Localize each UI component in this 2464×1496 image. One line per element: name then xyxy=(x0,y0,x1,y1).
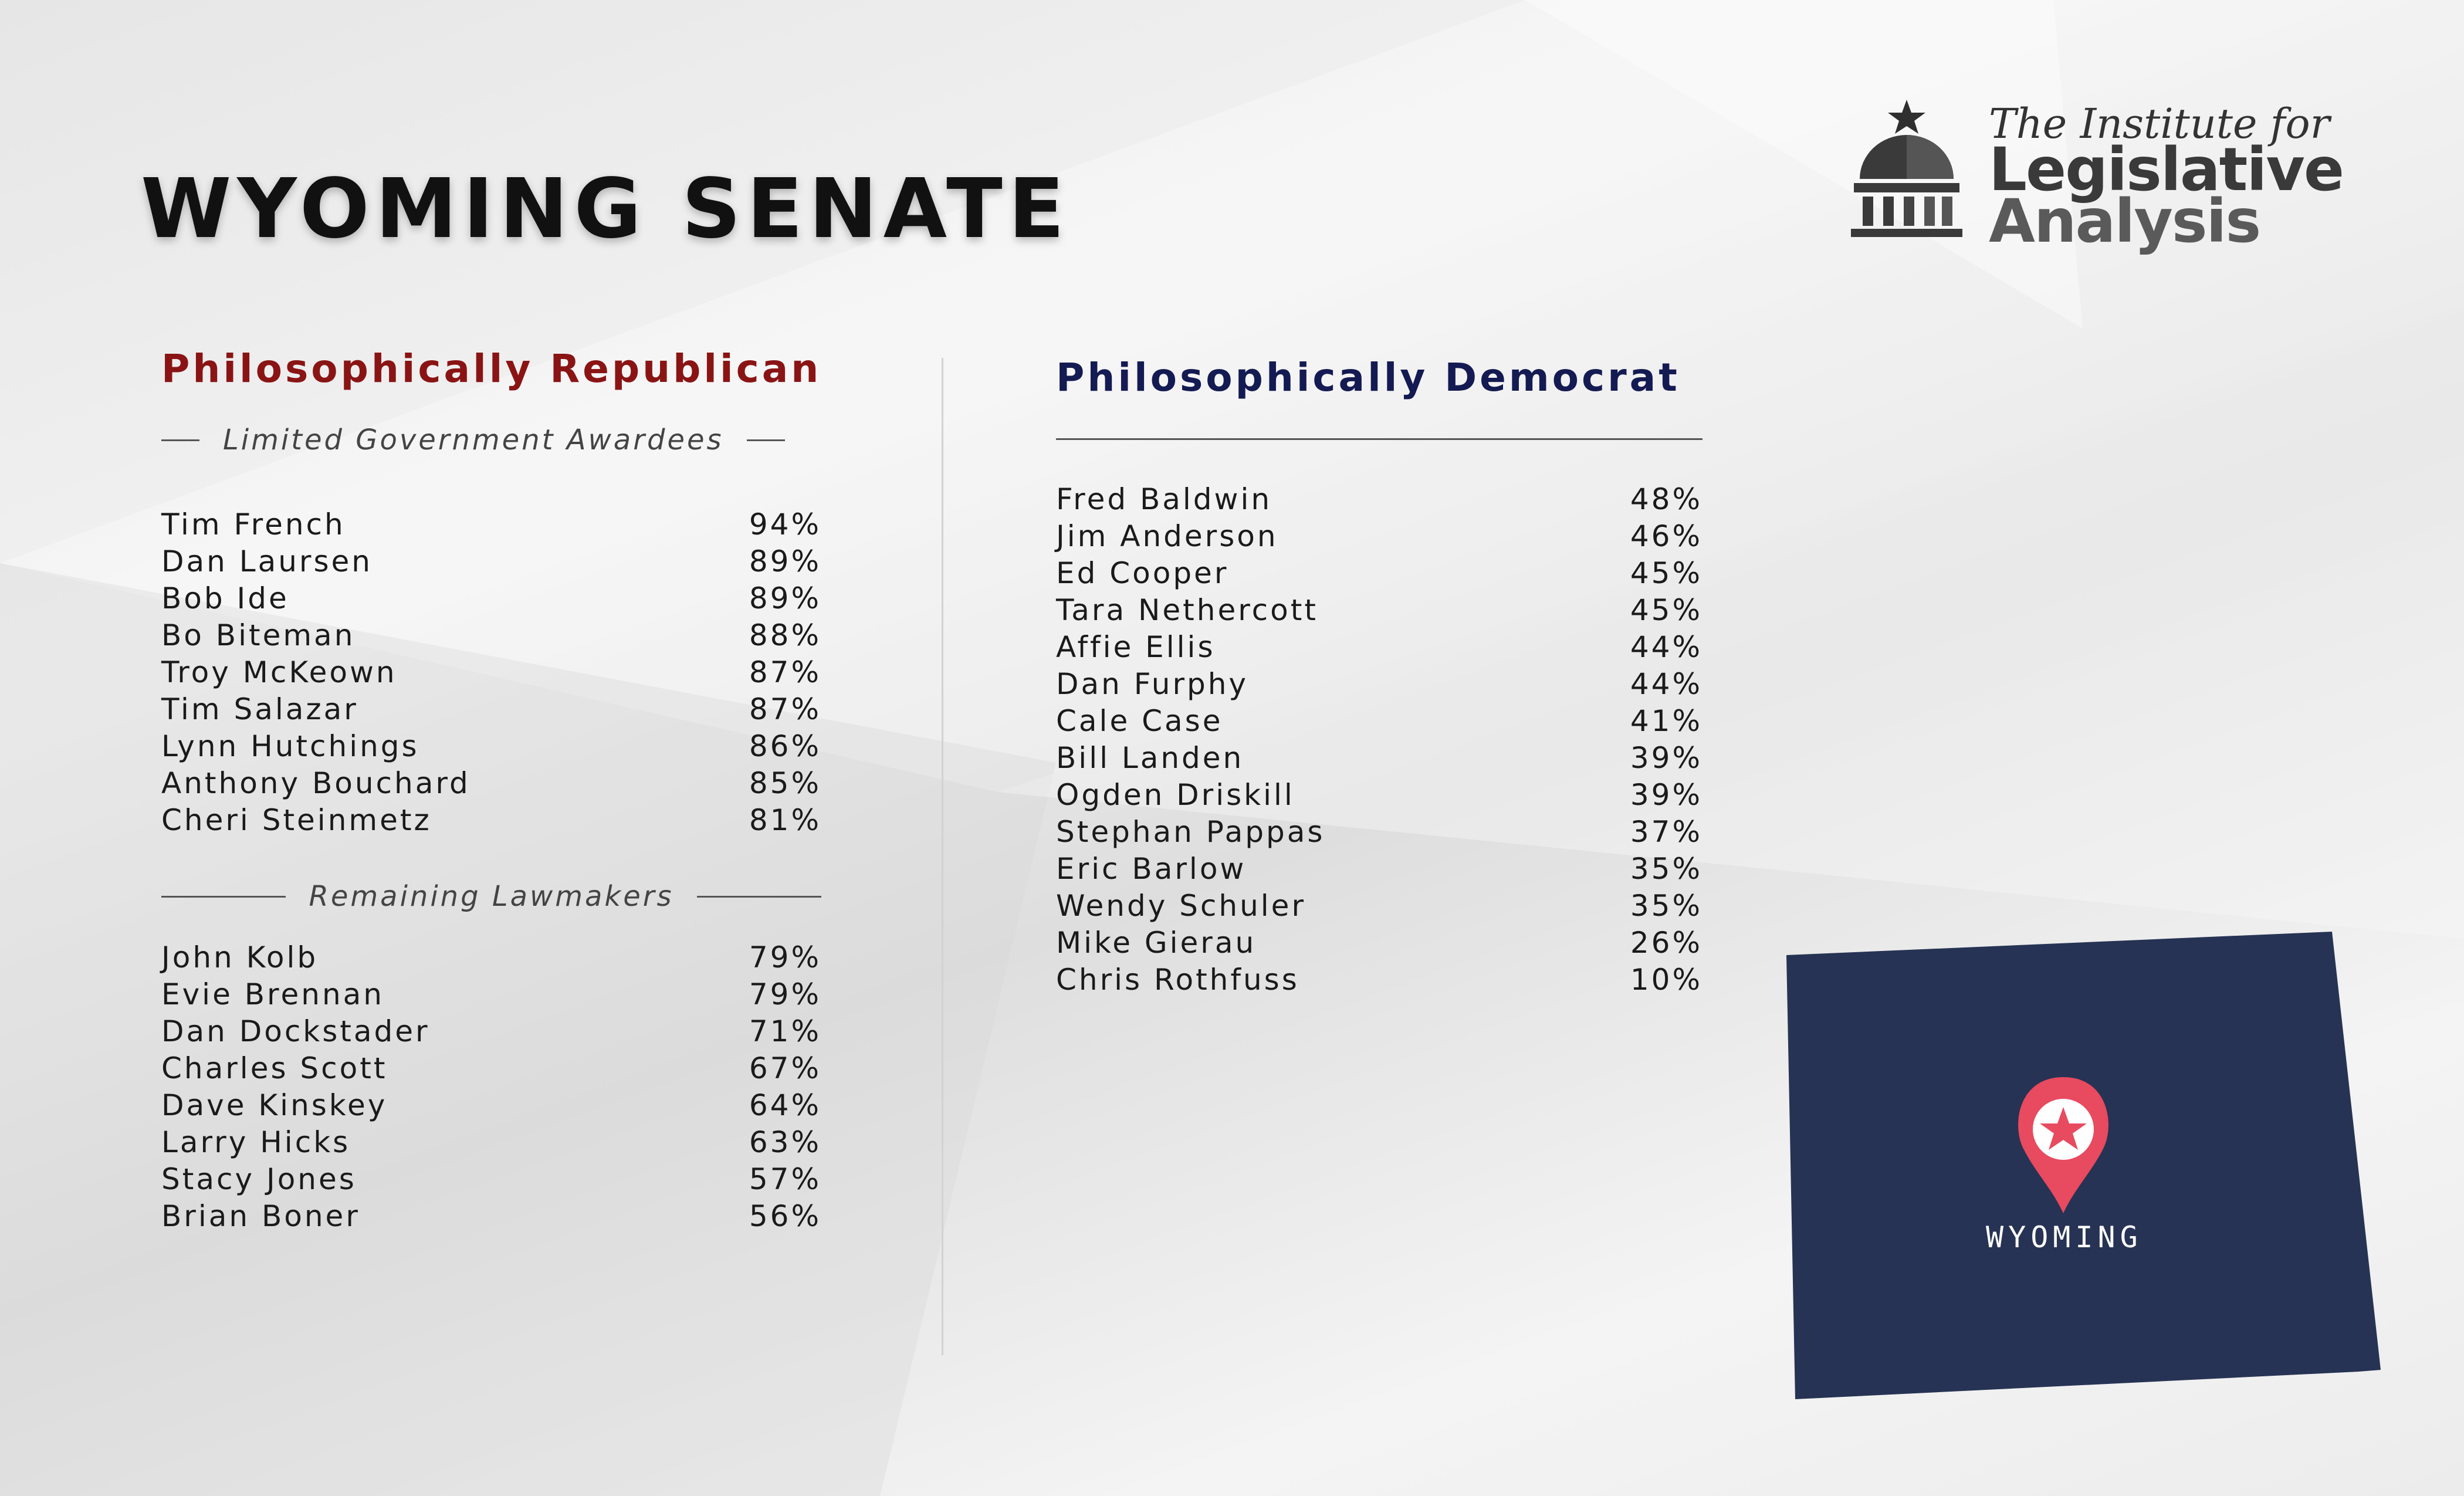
lawmaker-name: Dave Kinskey xyxy=(161,1088,388,1122)
lawmaker-name: Jim Anderson xyxy=(1056,519,1278,553)
lawmaker-score: 45% xyxy=(1630,593,1703,627)
lawmaker-score: 26% xyxy=(1630,926,1703,960)
lawmaker-name: John Kolb xyxy=(161,940,319,974)
lawmaker-name: Dan Furphy xyxy=(1056,667,1249,701)
subheading-rule-left xyxy=(161,896,286,898)
list-item xyxy=(161,728,821,765)
lawmaker-name: Dan Dockstader xyxy=(161,1014,430,1048)
list-item xyxy=(1056,962,1703,999)
lawmaker-score: 79% xyxy=(749,940,821,974)
lawmaker-score: 85% xyxy=(749,766,821,800)
lawmaker-score: 87% xyxy=(749,692,821,726)
lawmaker-name: Troy McKeown xyxy=(161,655,397,689)
lawmaker-name: Chris Rothfuss xyxy=(1056,963,1299,997)
lawmaker-score: 94% xyxy=(749,507,821,541)
lawmaker-name: Affie Ellis xyxy=(1056,630,1216,664)
lawmaker-name: Ed Cooper xyxy=(1056,556,1229,590)
list-item xyxy=(161,976,821,1013)
republican-heading: Philosophically Republican xyxy=(161,346,822,391)
democrat-heading: Philosophically Democrat xyxy=(1056,355,1680,400)
democrat-column xyxy=(1056,355,1703,999)
lawmaker-score: 67% xyxy=(749,1051,821,1085)
list-item xyxy=(1056,888,1703,925)
lawmaker-name: Mike Gierau xyxy=(1056,926,1257,960)
subheading-rule-right xyxy=(747,439,785,441)
list-item xyxy=(161,1124,821,1161)
lawmaker-score: 35% xyxy=(1630,852,1703,886)
institute-logo xyxy=(1848,100,2376,256)
lawmaker-name: Bill Landen xyxy=(1056,741,1244,775)
lawmaker-score: 37% xyxy=(1630,815,1703,849)
list-item xyxy=(161,765,821,802)
lawmaker-score: 46% xyxy=(1630,519,1703,553)
wyoming-state-map xyxy=(1783,927,2394,1408)
state-label: WYOMING xyxy=(1986,1220,2143,1254)
lawmaker-name: Anthony Bouchard xyxy=(161,766,471,800)
lawmaker-name: Dan Laursen xyxy=(161,544,373,578)
lawmaker-name: Tim Salazar xyxy=(161,692,358,726)
lawmaker-name: Tim French xyxy=(161,507,346,541)
lawmaker-score: 64% xyxy=(749,1088,821,1122)
wyoming-shape xyxy=(1783,927,2394,1408)
awardees-list xyxy=(161,506,821,839)
subheading-rule-right xyxy=(697,896,821,898)
lawmaker-score: 35% xyxy=(1630,889,1703,923)
list-item xyxy=(1056,814,1703,851)
lawmaker-score: 87% xyxy=(749,655,821,689)
lawmaker-score: 39% xyxy=(1630,778,1703,812)
subheading-rule-left xyxy=(161,439,199,441)
list-item xyxy=(161,654,821,691)
lawmaker-score: 48% xyxy=(1630,482,1703,516)
lawmaker-name: Stephan Pappas xyxy=(1056,815,1325,849)
list-item xyxy=(161,1087,821,1124)
lawmaker-score: 89% xyxy=(749,581,821,615)
lawmaker-score: 88% xyxy=(749,618,821,652)
capitol-dome-icon xyxy=(1848,100,1965,241)
list-item xyxy=(1056,518,1703,555)
lawmaker-score: 79% xyxy=(749,977,821,1011)
list-item xyxy=(1056,481,1703,518)
list-item xyxy=(161,1013,821,1050)
republican-column xyxy=(161,346,821,1235)
logo-text-line3: Analysis xyxy=(1989,187,2260,256)
lawmaker-score: 86% xyxy=(749,729,821,763)
remaining-subheading xyxy=(161,880,821,913)
lawmaker-name: Larry Hicks xyxy=(161,1125,351,1159)
lawmaker-score: 44% xyxy=(1630,667,1703,701)
list-item xyxy=(1056,777,1703,814)
lawmaker-name: Evie Brennan xyxy=(161,977,384,1011)
list-item xyxy=(1056,851,1703,888)
remaining-subheading-text: Remaining Lawmakers xyxy=(309,880,674,913)
page-title: WYOMING SENATE xyxy=(141,161,1071,257)
lawmaker-score: 44% xyxy=(1630,630,1703,664)
lawmaker-name: Wendy Schuler xyxy=(1056,889,1306,923)
awardees-subheading-text: Limited Government Awardees xyxy=(223,424,724,456)
lawmaker-score: 45% xyxy=(1630,556,1703,590)
lawmaker-name: Brian Boner xyxy=(161,1199,360,1233)
lawmaker-score: 57% xyxy=(749,1162,821,1196)
list-item xyxy=(161,1161,821,1198)
democrat-heading-rule xyxy=(1056,438,1703,440)
list-item xyxy=(161,1198,821,1235)
lawmaker-name: Cale Case xyxy=(1056,704,1223,738)
list-item xyxy=(1056,592,1703,629)
lawmaker-score: 71% xyxy=(749,1014,821,1048)
list-item xyxy=(1056,555,1703,592)
lawmaker-score: 56% xyxy=(749,1199,821,1233)
list-item xyxy=(161,1050,821,1087)
list-item xyxy=(1056,703,1703,740)
lawmaker-name: Lynn Hutchings xyxy=(161,729,419,763)
list-item xyxy=(161,691,821,728)
lawmaker-name: Tara Nethercott xyxy=(1056,593,1318,627)
list-item xyxy=(1056,925,1703,962)
list-item xyxy=(161,617,821,654)
list-item xyxy=(1056,740,1703,777)
list-item xyxy=(161,506,821,543)
lawmaker-name: Eric Barlow xyxy=(1056,852,1247,886)
list-item xyxy=(161,939,821,976)
awardees-subheading xyxy=(161,424,821,456)
lawmaker-score: 41% xyxy=(1630,704,1703,738)
lawmaker-score: 63% xyxy=(749,1125,821,1159)
lawmaker-score: 39% xyxy=(1630,741,1703,775)
lawmaker-name: Charles Scott xyxy=(161,1051,388,1085)
list-item xyxy=(1056,666,1703,703)
remaining-list xyxy=(161,939,821,1235)
logo-text-line1: The Institute for xyxy=(1989,100,2330,148)
column-divider xyxy=(942,358,943,1355)
list-item xyxy=(161,802,821,839)
lawmaker-score: 89% xyxy=(749,544,821,578)
list-item xyxy=(1056,629,1703,666)
lawmaker-name: Fred Baldwin xyxy=(1056,482,1272,516)
lawmaker-name: Bob Ide xyxy=(161,581,289,615)
lawmaker-name: Stacy Jones xyxy=(161,1162,357,1196)
logo-text-line2: Legislative xyxy=(1989,135,2344,205)
list-item xyxy=(161,543,821,580)
lawmaker-score: 10% xyxy=(1630,963,1703,997)
lawmaker-name: Cheri Steinmetz xyxy=(161,803,432,837)
list-item xyxy=(161,580,821,617)
lawmaker-name: Ogden Driskill xyxy=(1056,778,1295,812)
lawmaker-name: Bo Biteman xyxy=(161,618,356,652)
democrat-list xyxy=(1056,481,1703,999)
lawmaker-score: 81% xyxy=(749,803,821,837)
